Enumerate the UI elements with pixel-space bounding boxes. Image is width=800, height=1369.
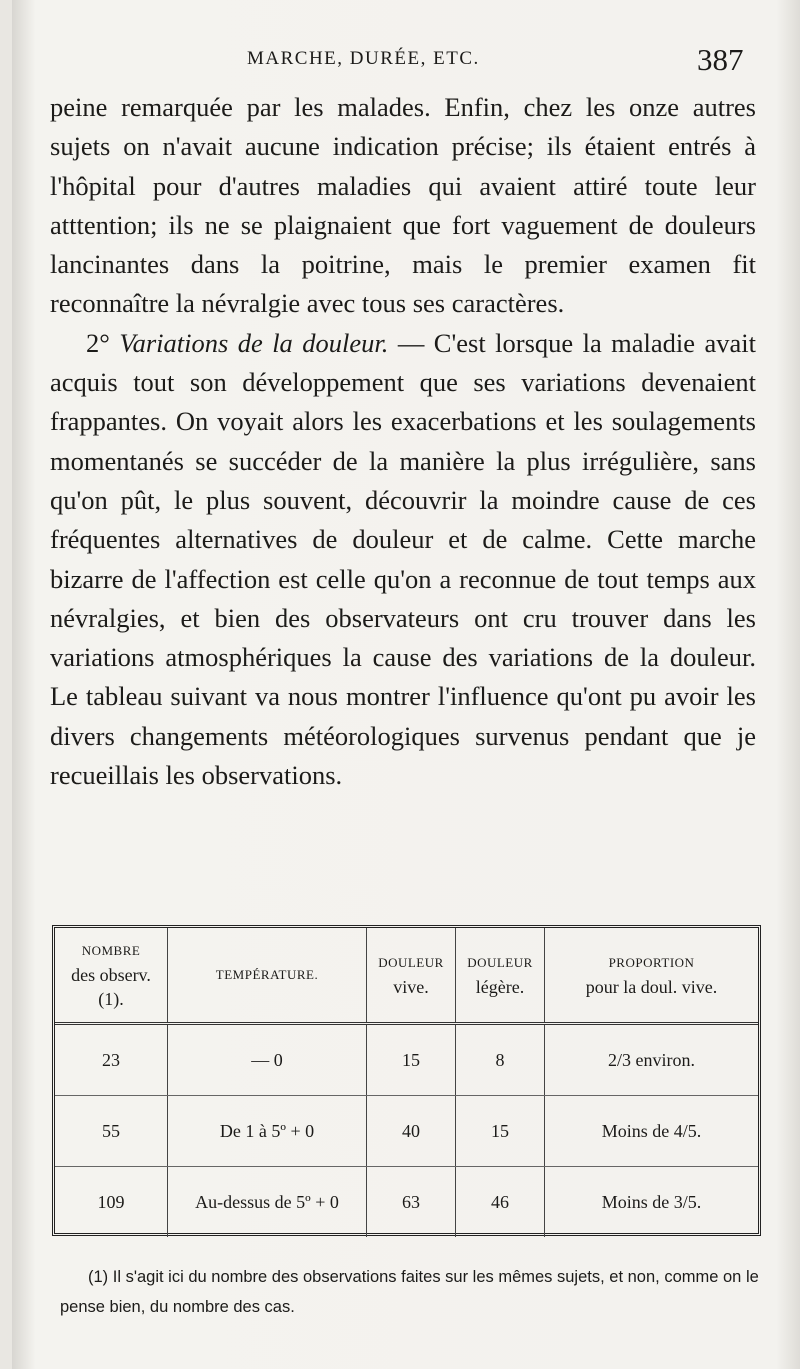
- col-proportion: [545, 928, 759, 1024]
- table-row: [55, 1167, 758, 1238]
- col-nombre-note: (1).: [98, 989, 124, 1009]
- col-nombre-big: des observ.: [71, 965, 151, 985]
- col-proportion-big: pour la doul. vive.: [585, 977, 718, 997]
- cell-temperature: — 0: [168, 1024, 367, 1096]
- col-temperature-label: TEMPÉRATURE.: [215, 967, 319, 982]
- paragraph-1: peine remarquée par les malades. Enfin, chez les onze autres sujets on n'avait aucune indication précise; ils étaient entrés à l'hôpital pour d'autres maladies qui avaient attiré toute leur atttention; ils ne se plaignaient que fort vaguement de douleurs lancinantes dans la poitrine, mais le premier examen fit reconnaître la névralgie avec tous ses caractères.: [50, 92, 756, 319]
- data-table: [52, 925, 761, 1236]
- cell-temperature: Au-dessus de 5º + 0: [168, 1167, 367, 1238]
- col-douleur-vive: [367, 928, 456, 1024]
- cell-nombre: 55: [55, 1096, 168, 1167]
- page-header: [12, 42, 800, 82]
- body-text: [50, 88, 756, 795]
- cell-nombre: 23: [55, 1024, 168, 1096]
- footnote-text: (1) Il s'agit ici du nombre des observations faites sur les mêmes sujets, et non, comme on le pense bien, du nombre des cas.: [60, 1268, 759, 1316]
- paragraph-2-body: — C'est lorsque la maladie avait acquis tout son développement que ses variations devenaient frappantes. On voyait alors les exacerbations et les soulagements momentanés se succéder de la manière la plus irrégulière, sans qu'on pût, le plus souvent, découvrir la moindre cause de ces fréquentes alternatives de douleur et de calme. Cette marche bizarre de l'affection est celle qu'on a reconnue de tout temps aux névralgies, et bien des observateurs ont cru trouver dans les variations atmosphériques la cause des variations de la douleur. Le tableau suivant va nous montrer l'influence qu'ont pu avoir les divers changements météorologiques survenus pendant que je recueillais les observations.: [50, 327, 756, 791]
- col-nombre: [55, 928, 168, 1024]
- table-header-row: [55, 928, 758, 1024]
- cell-douleur-vive: 63: [367, 1167, 456, 1238]
- cell-proportion: Moins de 3/5.: [601, 1191, 702, 1212]
- table-row: [55, 1096, 758, 1167]
- col-douleur-legere-big: légère.: [475, 977, 525, 997]
- col-temperature: [168, 928, 367, 1024]
- cell-douleur-vive: 40: [367, 1096, 456, 1167]
- cell-temperature: De 1 à 5º + 0: [168, 1096, 367, 1167]
- section-number: 2°: [86, 327, 110, 358]
- cell-douleur-legere: 46: [456, 1167, 545, 1238]
- table-row: [55, 1024, 758, 1096]
- col-proportion-small: PROPORTION: [608, 955, 695, 970]
- book-page: [12, 0, 800, 1369]
- col-douleur-vive-small: DOULEUR: [378, 955, 444, 970]
- cell-proportion: 2/3 environ.: [545, 1024, 759, 1096]
- cell-nombre: 109: [55, 1167, 168, 1238]
- page-number: 387: [697, 42, 744, 77]
- cell-proportion: Moins de 4/5.: [545, 1096, 759, 1167]
- col-douleur-legere-small: DOULEUR: [467, 955, 533, 970]
- footnote: [60, 1262, 760, 1322]
- cell-douleur-legere: 15: [456, 1096, 545, 1167]
- col-douleur-vive-big: vive.: [393, 977, 429, 997]
- col-nombre-small: NOMBRE: [81, 943, 141, 958]
- paragraph-2: [50, 324, 756, 796]
- col-douleur-legere: [456, 928, 545, 1024]
- cell-douleur-vive: 15: [367, 1024, 456, 1096]
- cell-douleur-legere: 8: [456, 1024, 545, 1096]
- section-title: Variations de la douleur.: [119, 327, 389, 358]
- running-title: MARCHE, DURÉE, ETC.: [247, 48, 480, 69]
